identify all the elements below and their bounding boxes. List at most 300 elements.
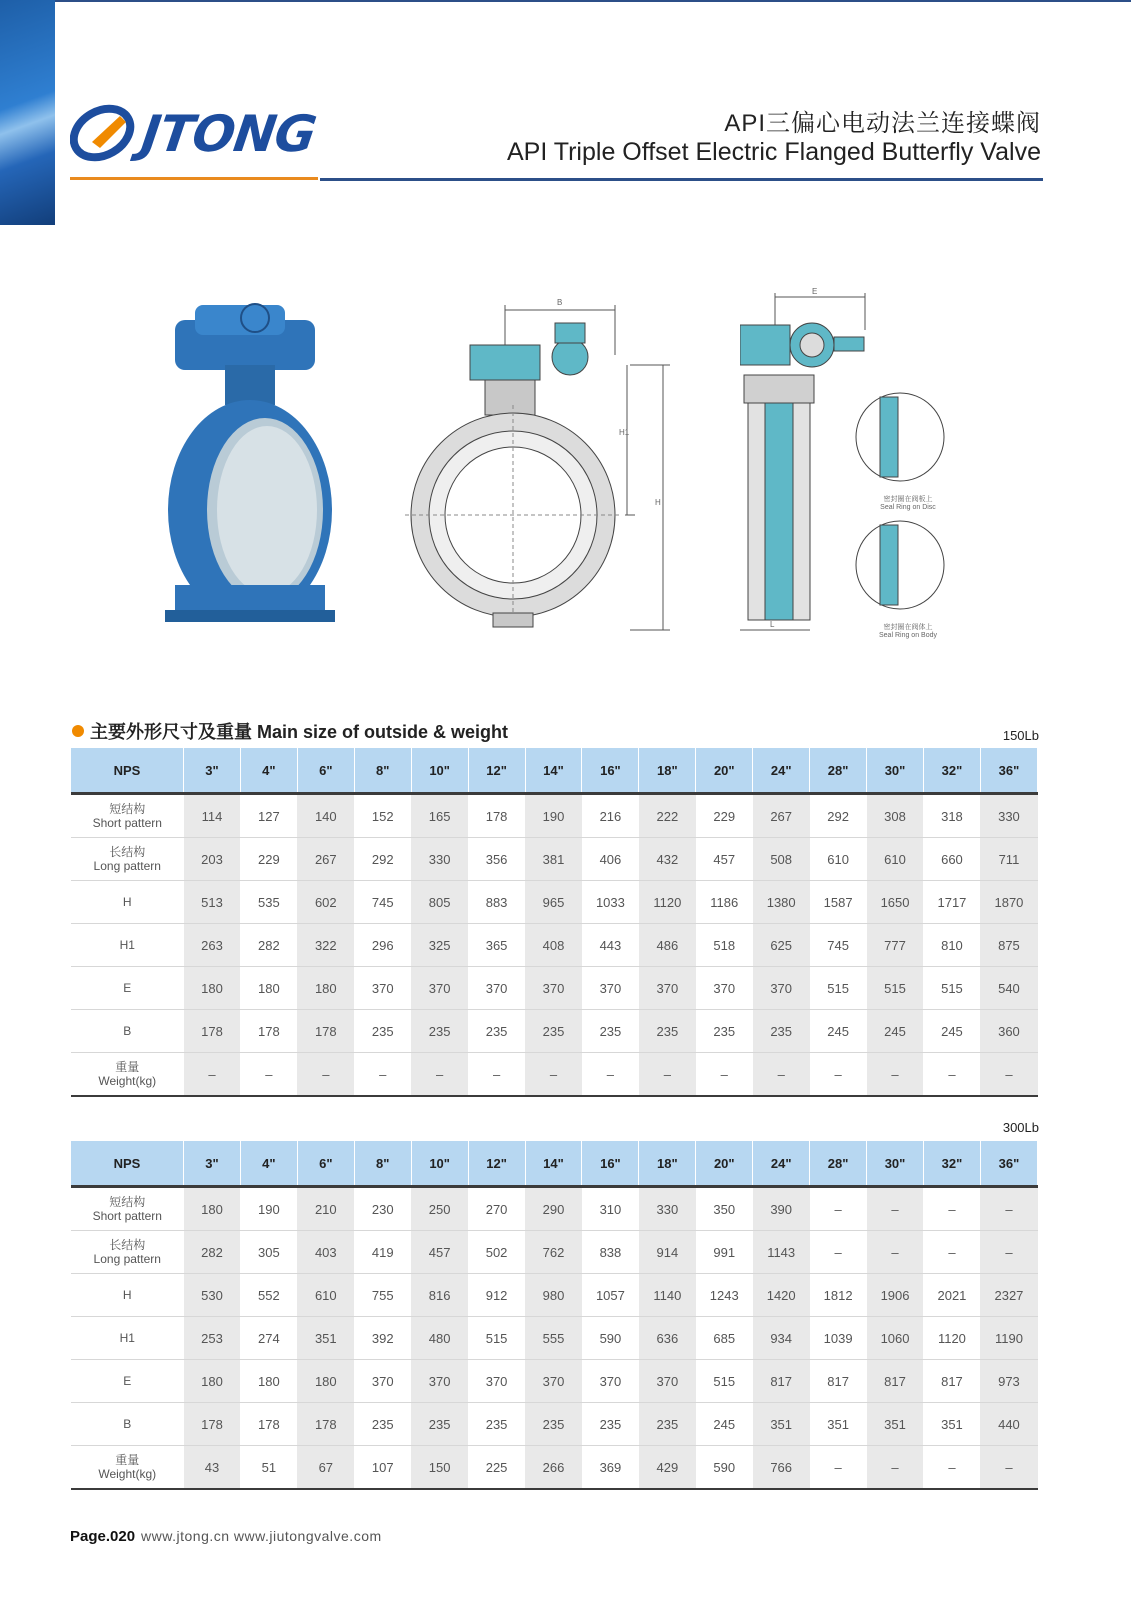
table-cell: 914 (639, 1231, 696, 1274)
table-cell: 43 (184, 1446, 241, 1490)
table-cell: 229 (696, 794, 753, 838)
table-cell: 816 (411, 1274, 468, 1317)
table-cell: – (753, 1053, 810, 1097)
table-cell: 838 (582, 1231, 639, 1274)
table-cell: 590 (696, 1446, 753, 1490)
section-title-text: 主要外形尺寸及重量 Main size of outside & weight (90, 722, 509, 742)
table-cell: 235 (468, 1403, 525, 1446)
row-label-cn: 长结构 (109, 845, 146, 859)
table-cell: 107 (354, 1446, 411, 1490)
table-cell: 370 (696, 967, 753, 1010)
table-cell: 392 (354, 1317, 411, 1360)
table-cell: 515 (696, 1360, 753, 1403)
table-cell: 883 (468, 881, 525, 924)
seal-disc-caption (858, 496, 958, 512)
table-cell: 282 (240, 924, 297, 967)
table-cell: 817 (923, 1360, 980, 1403)
row-label (71, 838, 184, 881)
table-cell: 432 (639, 838, 696, 881)
table-cell: 817 (810, 1360, 867, 1403)
table-cell: 973 (980, 1360, 1037, 1403)
table-row (71, 1274, 1038, 1317)
table-row (71, 924, 1038, 967)
logo-underline (70, 177, 318, 180)
row-label (71, 1010, 184, 1053)
table-cell: 457 (411, 1231, 468, 1274)
table-cell: – (867, 1187, 924, 1231)
table-cell: 2327 (980, 1274, 1037, 1317)
table-cell: 390 (753, 1187, 810, 1231)
table-cell: – (297, 1053, 354, 1097)
table-cell: 610 (810, 838, 867, 881)
table-cell: 351 (810, 1403, 867, 1446)
row-label-en: H (122, 895, 132, 909)
header-size: 14" (525, 748, 582, 794)
table-cell: 508 (753, 838, 810, 881)
row-label-en: H (122, 1288, 132, 1302)
table-cell: 408 (525, 924, 582, 967)
table-cell: – (411, 1053, 468, 1097)
table-row (71, 1403, 1038, 1446)
header-size: 28" (810, 1141, 867, 1187)
table-cell: 515 (468, 1317, 525, 1360)
table-cell: 1120 (639, 881, 696, 924)
row-label-cn: 短结构 (109, 802, 146, 816)
table-cell: 370 (753, 967, 810, 1010)
table-row (71, 794, 1038, 838)
table-cell: 270 (468, 1187, 525, 1231)
table-cell: 225 (468, 1446, 525, 1490)
table-cell: 235 (354, 1010, 411, 1053)
bullet-dot-icon (72, 725, 84, 737)
table-cell: 370 (525, 1360, 582, 1403)
table-cell: 370 (354, 967, 411, 1010)
header-size: 10" (411, 1141, 468, 1187)
seal-disc-cn: 密封圈在阀板上 (883, 496, 933, 503)
table-cell: 1587 (810, 881, 867, 924)
table-cell: 253 (184, 1317, 241, 1360)
table-cell: 685 (696, 1317, 753, 1360)
table-cell: – (923, 1187, 980, 1231)
table-cell: 1057 (582, 1274, 639, 1317)
header-nps: NPS (71, 1141, 184, 1187)
table-cell: 245 (923, 1010, 980, 1053)
table-cell: 350 (696, 1187, 753, 1231)
table-cell: 190 (240, 1187, 297, 1231)
side-view-drawing (740, 285, 955, 655)
row-label-en: Long pattern (93, 1252, 161, 1266)
dim-label-l: L (770, 620, 775, 629)
header-size: 12" (468, 748, 525, 794)
header-size: 36" (980, 748, 1037, 794)
header-size: 24" (753, 1141, 810, 1187)
table-cell: 625 (753, 924, 810, 967)
row-label-en: B (123, 1024, 132, 1038)
table-row (71, 1231, 1038, 1274)
table-cell: 305 (240, 1231, 297, 1274)
table-cell: 178 (297, 1010, 354, 1053)
table-cell: – (980, 1053, 1037, 1097)
row-label-en: Weight(kg) (98, 1467, 157, 1481)
table-cell: 369 (582, 1446, 639, 1490)
table-row (71, 838, 1038, 881)
table-cell: 370 (639, 1360, 696, 1403)
table-cell: 235 (582, 1010, 639, 1053)
table-cell: 356 (468, 838, 525, 881)
table-cell: – (867, 1231, 924, 1274)
header-size: 4" (240, 748, 297, 794)
table-cell: 235 (639, 1403, 696, 1446)
table-cell: – (923, 1231, 980, 1274)
table-cell: 263 (184, 924, 241, 967)
table-cell: 610 (867, 838, 924, 881)
row-label (71, 1274, 184, 1317)
table-cell: 351 (297, 1317, 354, 1360)
row-label (71, 1317, 184, 1360)
spec-table-300lb (71, 1141, 1038, 1490)
table-cell: 235 (411, 1403, 468, 1446)
seal-body-en: Seal Ring on Body (879, 632, 937, 639)
header-size: 6" (297, 748, 354, 794)
table-cell: 1717 (923, 881, 980, 924)
table-cell: 457 (696, 838, 753, 881)
table-row (71, 1187, 1038, 1231)
table-cell: 1243 (696, 1274, 753, 1317)
table-cell: 766 (753, 1446, 810, 1490)
table-cell: 351 (867, 1403, 924, 1446)
header-size: 36" (980, 1141, 1037, 1187)
header-size: 10" (411, 748, 468, 794)
table-cell: 602 (297, 881, 354, 924)
table-cell: – (810, 1231, 867, 1274)
table-cell: 2021 (923, 1274, 980, 1317)
table-cell: 267 (753, 794, 810, 838)
dim-label-b: B (557, 298, 563, 307)
table-cell: 235 (753, 1010, 810, 1053)
table-cell: 370 (411, 1360, 468, 1403)
table-cell: 755 (354, 1274, 411, 1317)
table-cell: 310 (582, 1187, 639, 1231)
table-cell: 518 (696, 924, 753, 967)
table-cell: – (184, 1053, 241, 1097)
table-cell: 165 (411, 794, 468, 838)
header-size: 3" (184, 748, 241, 794)
header-size: 3" (184, 1141, 241, 1187)
table-row (71, 881, 1038, 924)
table-cell: 486 (639, 924, 696, 967)
table-cell: 230 (354, 1187, 411, 1231)
table-cell: 266 (525, 1446, 582, 1490)
table-cell: 235 (582, 1403, 639, 1446)
table-cell: 429 (639, 1446, 696, 1490)
table-cell: 777 (867, 924, 924, 967)
table-cell: 250 (411, 1187, 468, 1231)
header-size: 30" (867, 1141, 924, 1187)
table-row (71, 1053, 1038, 1097)
table-cell: 235 (696, 1010, 753, 1053)
table-cell: 555 (525, 1317, 582, 1360)
row-label (71, 924, 184, 967)
dim-label-h1: H1 (619, 428, 630, 437)
table-cell: 235 (354, 1403, 411, 1446)
footer (70, 1528, 382, 1545)
table-cell: 370 (411, 967, 468, 1010)
table-cell: 810 (923, 924, 980, 967)
table-cell: 318 (923, 794, 980, 838)
table-row (71, 1446, 1038, 1490)
header-size: 8" (354, 1141, 411, 1187)
table-cell: 235 (411, 1010, 468, 1053)
table-cell: 440 (980, 1403, 1037, 1446)
table-cell: 745 (354, 881, 411, 924)
table-cell: 1380 (753, 881, 810, 924)
row-label-en: H1 (119, 1331, 135, 1345)
table-cell: 1906 (867, 1274, 924, 1317)
row-label (71, 1053, 184, 1097)
table-cell: 515 (923, 967, 980, 1010)
table-cell: 180 (184, 1360, 241, 1403)
table-cell: 370 (582, 967, 639, 1010)
table-row (71, 967, 1038, 1010)
row-label-en: Short pattern (92, 1209, 162, 1223)
table-cell: 290 (525, 1187, 582, 1231)
table-cell: 203 (184, 838, 241, 881)
table-cell: 178 (240, 1403, 297, 1446)
table-cell: 330 (980, 794, 1037, 838)
table-cell: – (810, 1187, 867, 1231)
table-cell: 1120 (923, 1317, 980, 1360)
table-cell: 805 (411, 881, 468, 924)
header-nps: NPS (71, 748, 184, 794)
table-cell: 308 (867, 794, 924, 838)
table-cell: 912 (468, 1274, 525, 1317)
header-size: 14" (525, 1141, 582, 1187)
row-label-en: Weight(kg) (98, 1074, 157, 1088)
table-cell: 267 (297, 838, 354, 881)
table-cell: 502 (468, 1231, 525, 1274)
table-cell: 178 (297, 1403, 354, 1446)
table-row (71, 1010, 1038, 1053)
table-cell: 274 (240, 1317, 297, 1360)
table-cell: 127 (240, 794, 297, 838)
table-cell: 235 (525, 1403, 582, 1446)
table-cell: 67 (297, 1446, 354, 1490)
table-cell: 178 (184, 1403, 241, 1446)
row-label (71, 794, 184, 838)
row-label-en: E (123, 981, 132, 995)
table-cell: 406 (582, 838, 639, 881)
table-cell: 1143 (753, 1231, 810, 1274)
header-size: 12" (468, 1141, 525, 1187)
table-cell: – (240, 1053, 297, 1097)
table-cell: 180 (297, 967, 354, 1010)
table-cell: 1140 (639, 1274, 696, 1317)
table-cell: 351 (753, 1403, 810, 1446)
seal-body-cn: 密封圈在阀体上 (883, 624, 933, 631)
table-cell: 515 (867, 967, 924, 1010)
page-title-en: API Triple Offset Electric Flanged Butterfly Valve (506, 138, 1041, 166)
table-cell: 325 (411, 924, 468, 967)
header-size: 16" (582, 748, 639, 794)
table-cell: 229 (240, 838, 297, 881)
brand-name (138, 105, 319, 163)
table-cell: 370 (582, 1360, 639, 1403)
table-cell: 180 (184, 1187, 241, 1231)
table-cell: 152 (354, 794, 411, 838)
row-label (71, 1446, 184, 1490)
table-cell: 351 (923, 1403, 980, 1446)
header-size: 30" (867, 748, 924, 794)
table-cell: 330 (639, 1187, 696, 1231)
table-cell: 235 (468, 1010, 525, 1053)
seal-body-caption (858, 624, 958, 640)
row-label-en: H1 (119, 938, 135, 952)
table-cell: 513 (184, 881, 241, 924)
table-cell: 1812 (810, 1274, 867, 1317)
table-cell: 817 (753, 1360, 810, 1403)
table-cell: 419 (354, 1231, 411, 1274)
row-label-en: Short pattern (92, 816, 162, 830)
valve-photo (155, 300, 340, 640)
row-label-en: E (123, 1374, 132, 1388)
table-cell: 114 (184, 794, 241, 838)
table-cell: – (468, 1053, 525, 1097)
header-size: 8" (354, 748, 411, 794)
header-size: 24" (753, 748, 810, 794)
row-label (71, 1187, 184, 1231)
row-label-cn: 短结构 (109, 1195, 146, 1209)
table-cell: – (525, 1053, 582, 1097)
table-cell: – (354, 1053, 411, 1097)
row-label-en: B (123, 1417, 132, 1431)
table-cell: 296 (354, 924, 411, 967)
table-cell: 1420 (753, 1274, 810, 1317)
table-cell: 535 (240, 881, 297, 924)
table-cell: 178 (240, 1010, 297, 1053)
header-size: 6" (297, 1141, 354, 1187)
header-size: 18" (639, 748, 696, 794)
corner-decoration (0, 0, 55, 225)
header-size: 32" (923, 1141, 980, 1187)
seal-disc-en: Seal Ring on Disc (880, 504, 936, 511)
header-rule (320, 178, 1043, 181)
brand-text: JTONG (137, 105, 320, 163)
table-cell: 370 (354, 1360, 411, 1403)
table-cell: – (980, 1446, 1037, 1490)
table-cell: 180 (297, 1360, 354, 1403)
table-cell: 370 (468, 1360, 525, 1403)
table-cell: 330 (411, 838, 468, 881)
table-cell: 745 (810, 924, 867, 967)
table-cell: 190 (525, 794, 582, 838)
table-cell: 934 (753, 1317, 810, 1360)
table-cell: 150 (411, 1446, 468, 1490)
table-cell: 1060 (867, 1317, 924, 1360)
table-cell: 1870 (980, 881, 1037, 924)
spec-table-150lb (71, 748, 1038, 1097)
rating-300lb: 300Lb (1002, 1120, 1039, 1135)
table-cell: 1033 (582, 881, 639, 924)
table-cell: 51 (240, 1446, 297, 1490)
table-cell: 1186 (696, 881, 753, 924)
row-label-cn: 重量 (115, 1453, 140, 1467)
table-cell: – (867, 1053, 924, 1097)
table-cell: 322 (297, 924, 354, 967)
row-label (71, 1360, 184, 1403)
table-cell: 370 (525, 967, 582, 1010)
table-cell: 711 (980, 838, 1037, 881)
table-cell: 180 (184, 967, 241, 1010)
table-cell: – (923, 1053, 980, 1097)
table-cell: – (696, 1053, 753, 1097)
table-cell: 403 (297, 1231, 354, 1274)
table-cell: 245 (696, 1403, 753, 1446)
table-cell: 540 (980, 967, 1037, 1010)
row-label-en: Long pattern (93, 859, 161, 873)
table-row (71, 1317, 1038, 1360)
website-links: www.jtong.cn www.jiutongvalve.com (141, 1528, 382, 1544)
table-cell: 365 (468, 924, 525, 967)
table-row (71, 1360, 1038, 1403)
table-cell: – (810, 1446, 867, 1490)
row-label (71, 967, 184, 1010)
table-cell: 443 (582, 924, 639, 967)
table-cell: 180 (240, 1360, 297, 1403)
table-cell: 178 (184, 1010, 241, 1053)
table-cell: 1039 (810, 1317, 867, 1360)
table-cell: 610 (297, 1274, 354, 1317)
table-cell: 292 (810, 794, 867, 838)
top-border (55, 0, 1131, 2)
header-size: 32" (923, 748, 980, 794)
table-cell: 282 (184, 1231, 241, 1274)
row-label (71, 881, 184, 924)
row-label-cn: 重量 (115, 1060, 140, 1074)
table-cell: 480 (411, 1317, 468, 1360)
header-size: 20" (696, 748, 753, 794)
header-size: 16" (582, 1141, 639, 1187)
table-cell: 1190 (980, 1317, 1037, 1360)
section-title (72, 718, 508, 744)
table-cell: 370 (468, 967, 525, 1010)
row-label (71, 1403, 184, 1446)
table-cell: 875 (980, 924, 1037, 967)
dim-label-h: H (655, 498, 661, 507)
table-cell: 235 (639, 1010, 696, 1053)
dim-label-e: E (812, 287, 818, 296)
table-cell: 140 (297, 794, 354, 838)
table-cell: 245 (810, 1010, 867, 1053)
table-cell: 965 (525, 881, 582, 924)
table-cell: – (980, 1187, 1037, 1231)
row-label (71, 1231, 184, 1274)
table-cell: 552 (240, 1274, 297, 1317)
table-cell: 292 (354, 838, 411, 881)
front-view-drawing (405, 295, 680, 645)
table-cell: 1650 (867, 881, 924, 924)
rating-150lb: 150Lb (1002, 728, 1039, 743)
table-cell: 180 (240, 967, 297, 1010)
table-cell: 817 (867, 1360, 924, 1403)
table-cell: – (582, 1053, 639, 1097)
table-cell: 515 (810, 967, 867, 1010)
header-size: 18" (639, 1141, 696, 1187)
header-size: 28" (810, 748, 867, 794)
table-cell: 590 (582, 1317, 639, 1360)
table-cell: 980 (525, 1274, 582, 1317)
table-cell: – (810, 1053, 867, 1097)
table-cell: 660 (923, 838, 980, 881)
